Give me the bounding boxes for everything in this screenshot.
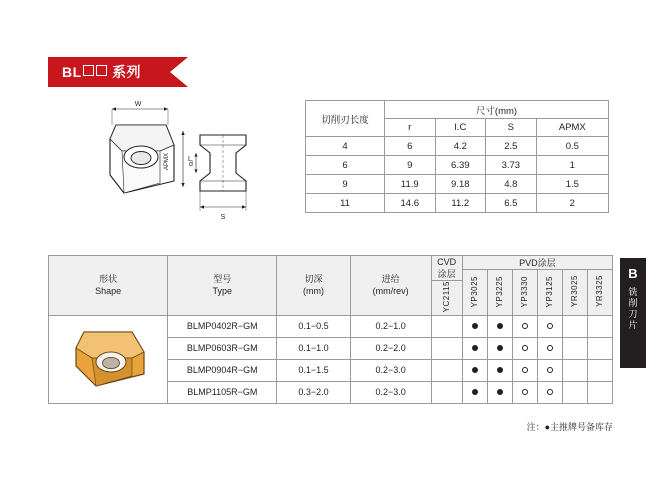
dot-mark-icon xyxy=(472,367,478,373)
dimension-table xyxy=(305,100,609,213)
table-row xyxy=(306,156,609,175)
shape-image-cell xyxy=(49,315,168,403)
header-type-en: Type xyxy=(212,286,233,297)
dim-cell-s: 4.8 xyxy=(486,175,537,194)
cell-grade-yp3225 xyxy=(487,359,512,381)
cell-grade-yp3025 xyxy=(462,315,487,337)
grade-label-yp3225: YP3225 xyxy=(495,275,505,308)
dim-cell-ic: 6.39 xyxy=(435,156,486,175)
side-tab-letter: B xyxy=(628,266,638,281)
dim-cell-r: 6 xyxy=(385,137,436,156)
dot-mark-icon xyxy=(472,323,478,329)
drawing-svg xyxy=(50,95,265,235)
cell-depth: 0.3−2.0 xyxy=(277,381,350,403)
cell-type: BLMP1105R−GM xyxy=(168,381,277,403)
header-shape-cn: 形状 xyxy=(99,274,118,285)
dim-cell-ic: 9.18 xyxy=(435,175,486,194)
grade-label-yp3125: YP3125 xyxy=(545,275,555,308)
header-feed-unit: (mm/rev) xyxy=(372,286,409,297)
header-shape-en: Shape xyxy=(95,286,122,297)
product-table xyxy=(48,255,613,404)
cell-grade-yr3025 xyxy=(562,315,587,337)
svg-text:APMX: APMX xyxy=(164,152,170,170)
cell-type: BLMP0603R−GM xyxy=(168,337,277,359)
banner-text xyxy=(62,57,141,87)
header-cvd-line1: CVD xyxy=(437,257,457,267)
grade-label-yp3330: YP3330 xyxy=(520,275,530,308)
banner-suffix: 系列 xyxy=(112,64,142,80)
dim-cell-length: 9 xyxy=(306,175,385,194)
cell-feed: 0.2−2.0 xyxy=(350,337,431,359)
header-feed xyxy=(350,256,431,316)
cell-feed: 0.2−3.0 xyxy=(350,381,431,403)
cell-grade-yr3025 xyxy=(562,359,587,381)
cell-grade-yp3330 xyxy=(512,359,537,381)
grade-label-yc2115: YC2115 xyxy=(442,281,452,313)
header-grade-yp3025 xyxy=(462,270,487,316)
svg-text:S: S xyxy=(220,214,226,221)
dim-col-ic: I.C xyxy=(435,119,486,137)
dim-cell-s: 6.5 xyxy=(486,194,537,213)
dim-left-header: 切削刃长度 xyxy=(306,101,385,137)
side-tab-label: 铣削刀片 xyxy=(627,287,638,331)
header-pvd: PVD涂层 xyxy=(462,256,612,270)
dim-cell-ic: 4.2 xyxy=(435,137,486,156)
cell-grade-yr3325 xyxy=(587,315,612,337)
header-type-cn: 型号 xyxy=(213,274,232,285)
series-title-banner xyxy=(48,57,188,87)
header-grade-yr3325 xyxy=(587,270,612,316)
cell-grade-yr3325 xyxy=(587,337,612,359)
dim-cell-ic: 11.2 xyxy=(435,194,486,213)
header-cvd-line2: 涂层 xyxy=(437,269,456,280)
dim-cell-apmx: 1.5 xyxy=(536,175,608,194)
header-grade-yc2115 xyxy=(431,281,462,315)
product-table-header-row xyxy=(49,256,613,270)
cell-depth: 0.1−1.0 xyxy=(277,337,350,359)
cell-grade-yr3325 xyxy=(587,359,612,381)
cell-grade-yp3025 xyxy=(462,359,487,381)
cell-grade-yr3025 xyxy=(562,337,587,359)
grade-label-yr3325: YR3325 xyxy=(595,275,605,308)
header-shape xyxy=(49,256,168,316)
cell-type: BLMP0402R−GM xyxy=(168,315,277,337)
cell-grade-yc2115 xyxy=(431,381,462,403)
table-row xyxy=(306,194,609,213)
cell-grade-yp3330 xyxy=(512,381,537,403)
dim-cell-r: 14.6 xyxy=(385,194,436,213)
dim-cell-r: 9 xyxy=(385,156,436,175)
dim-cell-length: 4 xyxy=(306,137,385,156)
circle-mark-icon xyxy=(547,323,553,329)
circle-mark-icon xyxy=(522,367,528,373)
dim-cell-s: 2.5 xyxy=(486,137,537,156)
dot-mark-icon xyxy=(497,367,503,373)
header-grade-yp3225 xyxy=(487,270,512,316)
header-grade-yp3125 xyxy=(537,270,562,316)
cell-grade-yc2115 xyxy=(431,315,462,337)
cell-grade-yp3125 xyxy=(537,381,562,403)
cell-grade-yc2115 xyxy=(431,337,462,359)
dim-cell-apmx: 2 xyxy=(536,194,608,213)
dim-cell-apmx: 1 xyxy=(536,156,608,175)
dimension-table-header-row xyxy=(306,101,609,119)
cell-grade-yp3330 xyxy=(512,337,537,359)
cell-grade-yp3125 xyxy=(537,337,562,359)
cell-grade-yc2115 xyxy=(431,359,462,381)
section-side-tab xyxy=(620,258,646,368)
insert-technical-drawing xyxy=(50,95,265,235)
header-feed-cn: 进给 xyxy=(381,274,400,285)
cell-type: BLMP0904R−GM xyxy=(168,359,277,381)
insert-shape-icon xyxy=(62,322,154,394)
table-row xyxy=(306,175,609,194)
dim-cell-length: 11 xyxy=(306,194,385,213)
dim-cell-length: 6 xyxy=(306,156,385,175)
dim-cell-apmx: 0.5 xyxy=(536,137,608,156)
square-box-icon xyxy=(83,65,94,76)
circle-mark-icon xyxy=(547,367,553,373)
banner-prefix: BL xyxy=(62,64,82,80)
cell-grade-yr3325 xyxy=(587,381,612,403)
header-type xyxy=(168,256,277,316)
cell-grade-yp3330 xyxy=(512,315,537,337)
dim-cell-r: 11.9 xyxy=(385,175,436,194)
dimension-table-container xyxy=(305,100,609,213)
cell-feed: 0.2−3.0 xyxy=(350,359,431,381)
circle-mark-icon xyxy=(522,345,528,351)
cell-grade-yp3125 xyxy=(537,315,562,337)
circle-mark-icon xyxy=(522,323,528,329)
cell-grade-yp3225 xyxy=(487,337,512,359)
cell-depth: 0.1−1.5 xyxy=(277,359,350,381)
circle-mark-icon xyxy=(522,389,528,395)
header-cvd xyxy=(431,256,462,281)
header-depth xyxy=(277,256,350,316)
grade-label-yp3025: YP3025 xyxy=(470,275,480,308)
circle-mark-icon xyxy=(547,389,553,395)
dot-mark-icon xyxy=(497,323,503,329)
cell-grade-yp3125 xyxy=(537,359,562,381)
cell-grade-yp3225 xyxy=(487,381,512,403)
header-grade-yr3025 xyxy=(562,270,587,316)
cell-grade-yp3025 xyxy=(462,381,487,403)
circle-mark-icon xyxy=(547,345,553,351)
dim-col-r: r xyxy=(385,119,436,137)
cell-feed: 0.2−1.0 xyxy=(350,315,431,337)
product-table-container xyxy=(48,255,613,404)
grade-label-yr3025: YR3025 xyxy=(570,275,580,308)
square-box-icon xyxy=(96,65,107,76)
cell-depth: 0.1−0.5 xyxy=(277,315,350,337)
header-grade-yp3330 xyxy=(512,270,537,316)
cell-grade-yp3025 xyxy=(462,337,487,359)
header-depth-unit: (mm) xyxy=(302,286,324,297)
dot-mark-icon xyxy=(497,345,503,351)
header-depth-cn: 切深 xyxy=(304,274,323,285)
cell-grade-yr3025 xyxy=(562,381,587,403)
dot-mark-icon xyxy=(472,345,478,351)
cell-grade-yp3225 xyxy=(487,315,512,337)
dim-col-s: S xyxy=(486,119,537,137)
dot-mark-icon xyxy=(497,389,503,395)
footnote-text: 注：●主推牌号备库存 xyxy=(526,422,613,432)
svg-text:L: L xyxy=(188,156,192,163)
table-row xyxy=(49,315,613,337)
table-row xyxy=(306,137,609,156)
dim-col-apmx: APMX xyxy=(536,119,608,137)
dot-mark-icon xyxy=(472,389,478,395)
dim-cell-s: 3.73 xyxy=(486,156,537,175)
dim-span-header: 尺寸(mm) xyxy=(385,101,609,119)
svg-text:W: W xyxy=(134,101,142,108)
svg-text:d: d xyxy=(189,161,193,168)
